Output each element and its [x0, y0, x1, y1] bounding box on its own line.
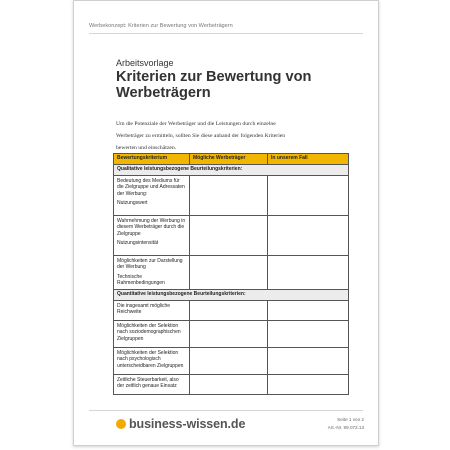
table-row: [114, 256, 349, 290]
section-label: Qualitative leistungsbezogene Beurteilungskriterien:: [114, 165, 349, 176]
criterion-subtext: Nutzungswert: [117, 200, 148, 207]
criterion-text: Bedeutung des Mediums für die Zielgruppe und Adressaten der Werbung:: [117, 178, 185, 197]
intro-line: Um die Potenziale der Werbeträger und die Leistungen durch einzelne: [116, 121, 276, 127]
medium-cell[interactable]: [190, 256, 268, 290]
our-case-cell[interactable]: [268, 216, 349, 256]
medium-cell[interactable]: [190, 176, 268, 216]
column-header: In unserem Fall: [268, 154, 349, 165]
brand-logo: [116, 417, 245, 431]
brand-dot-icon: [116, 419, 126, 429]
our-case-cell[interactable]: [268, 176, 349, 216]
our-case-cell[interactable]: [268, 301, 349, 321]
criteria-table: [113, 153, 349, 395]
medium-cell[interactable]: [190, 216, 268, 256]
document-title: Kriterien zur Bewertung von Werbeträgern: [116, 69, 312, 101]
medium-cell[interactable]: [190, 321, 268, 348]
medium-cell[interactable]: [190, 348, 268, 375]
table-row: [114, 216, 349, 256]
criterion-text: Möglichkeiten zur Darstellung der Werbung: [117, 258, 183, 271]
table-header-row: [114, 154, 349, 165]
section-row-quantitative: [114, 290, 349, 301]
intro-line: Werbeträger zu ermitteln, sollten Sie diese anhand der folgenden Kriterien: [116, 132, 286, 139]
our-case-cell[interactable]: [268, 256, 349, 290]
article-number: Art.-Nr. 99.073.13: [327, 424, 364, 430]
medium-cell[interactable]: [190, 375, 268, 395]
criterion-subtext: Nutzungsintensität: [117, 240, 159, 247]
table-row: [114, 321, 349, 348]
medium-cell[interactable]: [190, 301, 268, 321]
document-page: [73, 0, 379, 446]
our-case-cell[interactable]: [268, 375, 349, 395]
criterion-cell: Die insgesamt mögliche Reichweite: [114, 301, 190, 321]
criterion-cell: Möglichkeiten der Selektion nach soziodemographischen Zielgruppen: [114, 321, 190, 348]
criterion-cell: Möglichkeiten der Selektion nach psychologisch unterscheidbaren Zielgruppen: [114, 348, 190, 375]
table-row: [114, 301, 349, 321]
header-divider: [89, 33, 363, 34]
table-row: [114, 375, 349, 395]
criterion-cell: Zeitliche Steuerbarkeit, also der zeitlich genaue Einsatz: [114, 375, 190, 395]
intro-line: bewerten und einschätzen.: [116, 144, 177, 151]
our-case-cell[interactable]: [268, 321, 349, 348]
column-header: Mögliche Werbeträger: [190, 154, 268, 165]
brand-name: business-wissen.de: [129, 417, 246, 431]
criterion-cell: [114, 256, 190, 290]
document-kicker: Arbeitsvorlage: [116, 58, 174, 68]
criterion-subtext: Technische Rahmenbedingungen: [117, 273, 165, 287]
page-number: Seite 1 von 2: [337, 417, 364, 422]
footer-divider: [89, 410, 363, 411]
section-row-qualitative: [114, 165, 349, 176]
column-header: Bewertungskriterium: [114, 154, 190, 165]
criterion-cell: [114, 216, 190, 256]
criterion-text: Wahrnehmung der Werbung in diesem Werbeträger durch die Zielgruppe: [117, 218, 186, 237]
intro-paragraph: [116, 119, 356, 154]
criterion-cell: [114, 176, 190, 216]
section-label: Quantitative leistungsbezogene Beurteilungskriterien:: [114, 290, 349, 301]
table-row: [114, 176, 349, 216]
running-header: Werbekonzept: Kriterien zur Bewertung von Werbeträgern: [89, 23, 233, 29]
our-case-cell[interactable]: [268, 348, 349, 375]
table-row: [114, 348, 349, 375]
footer-meta: [328, 416, 364, 431]
